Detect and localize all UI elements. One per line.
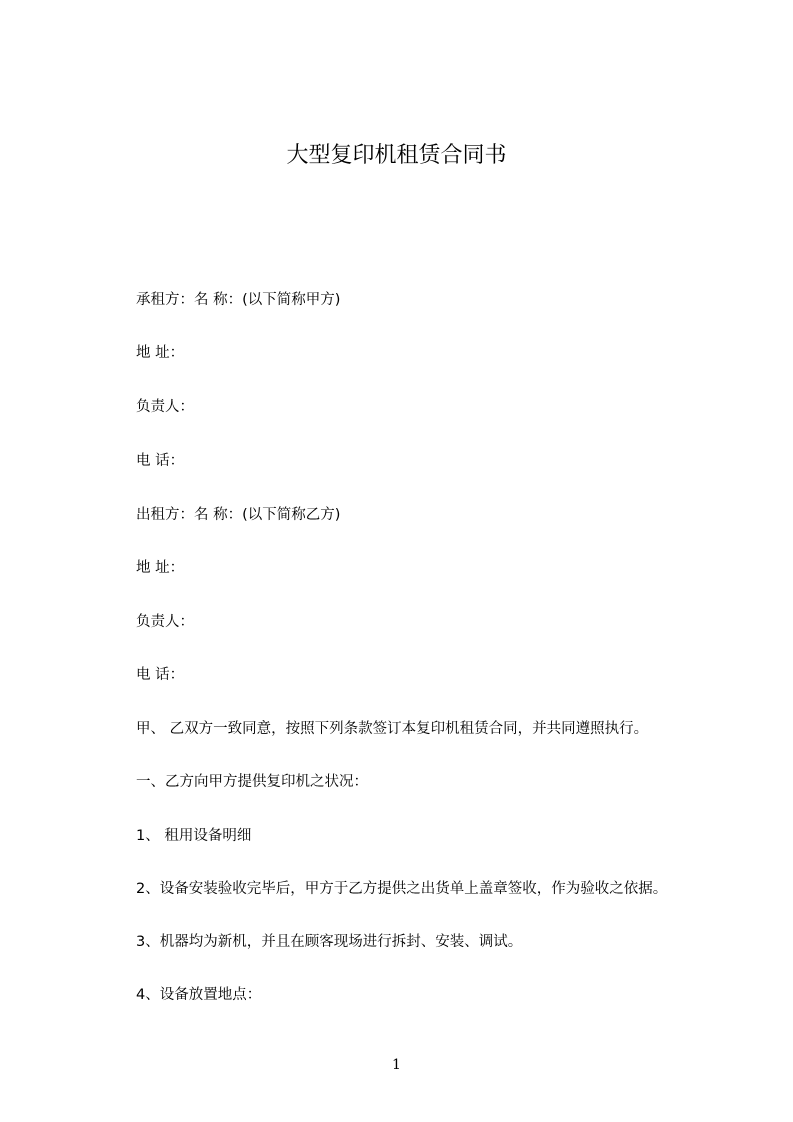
lessor-name-line: 出租方：名 称：(以下简称乙方): [136, 507, 341, 523]
lessor-phone-line: 电 话：: [136, 667, 185, 683]
lessee-phone-line: 电 话：: [136, 453, 185, 469]
lessor-manager-line: 负责人：: [136, 614, 194, 630]
clause-4: 4、设备放置地点：: [136, 987, 262, 1003]
section-one-heading: 一、乙方向甲方提供复印机之状况：: [136, 774, 368, 790]
document-title: 大型复印机租赁合同书: [286, 143, 507, 168]
clause-1: 1、 租用设备明细: [136, 828, 252, 844]
clause-2: 2、设备安装验收完毕后，甲方于乙方提供之出货单上盖章签收，作为验收之依据。: [136, 881, 668, 897]
agreement-paragraph: 甲、 乙双方一致同意，按照下列条款签订本复印机租赁合同，并共同遵照执行。: [136, 721, 649, 737]
lessor-address-line: 地 址：: [136, 560, 185, 576]
lessee-name-line: 承租方：名 称：(以下简称甲方): [136, 292, 341, 308]
clause-3: 3、机器均为新机，并且在顾客现场进行拆封、安装、调试。: [136, 934, 523, 950]
lessee-manager-line: 负责人：: [136, 399, 194, 415]
lessee-address-line: 地 址：: [136, 345, 185, 361]
page-number: 1: [392, 1057, 401, 1073]
